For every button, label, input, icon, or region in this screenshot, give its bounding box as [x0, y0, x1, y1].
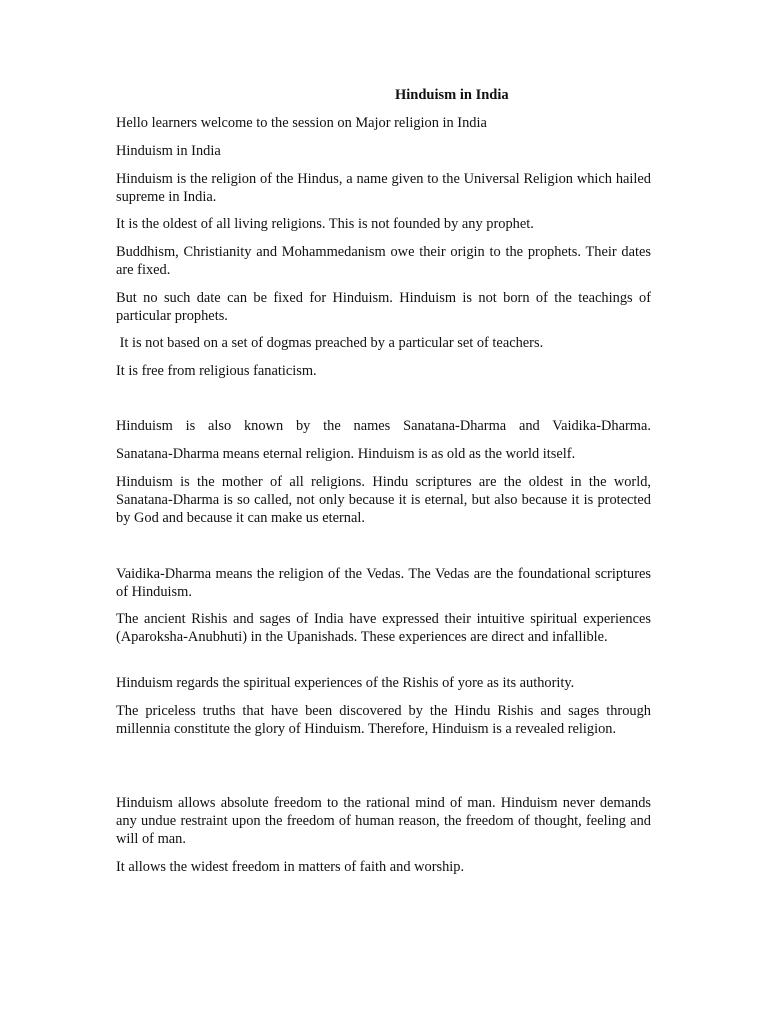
document-title: Hinduism in India: [395, 87, 509, 103]
paragraph-authority: Hinduism regards the spiritual experiences of the Rishis of yore as its authority.: [116, 675, 575, 691]
paragraph-subheading: Hinduism in India: [116, 143, 221, 159]
paragraph-fanaticism: It is free from religious fanaticism.: [116, 363, 317, 379]
paragraph-oldest: It is the oldest of all living religions. This is not founded by any prophet.: [116, 216, 534, 232]
paragraph-no-date: But no such date can be fixed for Hinduism. Hinduism is not born of the teachings of particular prophets.: [116, 290, 651, 324]
paragraph-names: Hinduism is also known by the names Sanatana-Dharma and Vaidika-Dharma.: [116, 418, 651, 434]
paragraph-prophets: Buddhism, Christianity and Mohammedanism owe their origin to the prophets. Their dates are fixed.: [116, 244, 651, 278]
paragraph-sanatana: Sanatana-Dharma means eternal religion. Hinduism is as old as the world itself.: [116, 446, 576, 462]
paragraph-intro: Hello learners welcome to the session on Major religion in India: [116, 115, 487, 131]
paragraph-dogmas: It is not based on a set of dogmas preached by a particular set of teachers.: [116, 335, 544, 351]
paragraph-vaidika: Vaidika-Dharma means the religion of the Vedas. The Vedas are the foundational scriptures of Hinduism.: [116, 566, 651, 600]
paragraph-worship: It allows the widest freedom in matters of faith and worship.: [116, 859, 465, 875]
paragraph-mother: Hinduism is the mother of all religions. Hindu scriptures are the oldest in the world, Sanatana-Dharma is so called, not only because it is eternal, but also because it is protected by God and because it can make us eternal.: [116, 474, 651, 526]
paragraph-definition: Hinduism is the religion of the Hindus, a name given to the Universal Religion which hailed supreme in India.: [116, 171, 651, 205]
paragraph-rishis: The ancient Rishis and sages of India have expressed their intuitive spiritual experiences (Aparoksha-Anubhuti) in the Upanishads. These experiences are direct and infallible.: [116, 611, 651, 645]
paragraph-freedom: Hinduism allows absolute freedom to the rational mind of man. Hinduism never demands any undue restraint upon the freedom of human reason, the freedom of thought, feeling and will of man.: [116, 795, 651, 847]
paragraph-truths: The priceless truths that have been discovered by the Hindu Rishis and sages through millennia constitute the glory of Hinduism. Therefore, Hinduism is a revealed religion.: [116, 703, 651, 737]
